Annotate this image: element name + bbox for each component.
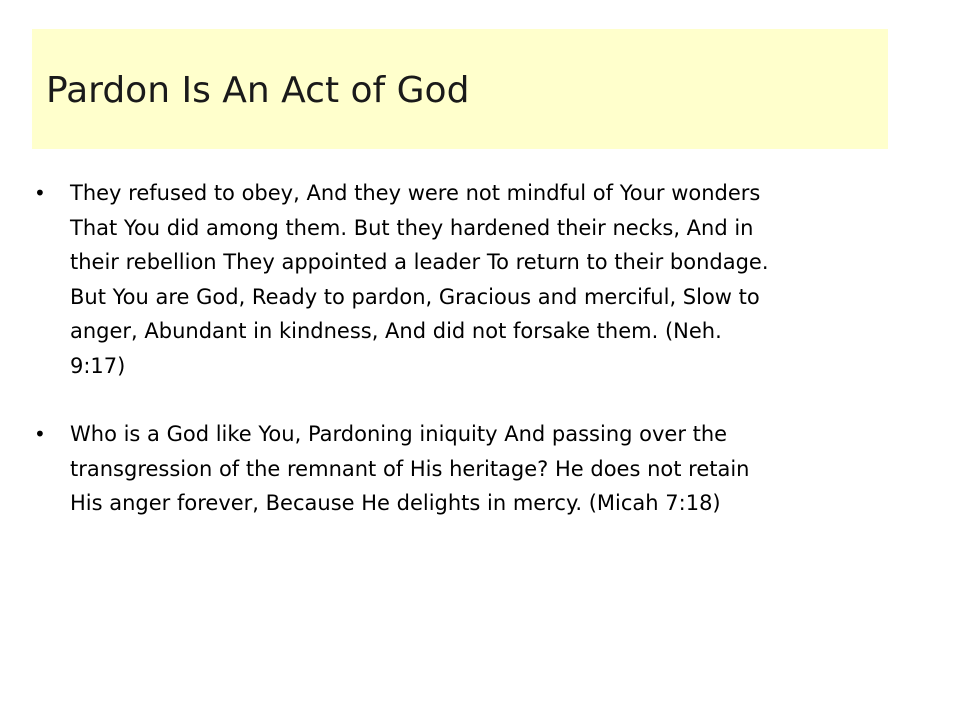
bullet-text: Who is a God like You, Pardoning iniquity And passing over the transgression of the remnant of His heritage? He does not retain His anger forever, Because He delights in mercy. (Micah 7:18) xyxy=(70,422,750,515)
bullet-icon: • xyxy=(34,181,46,205)
bullet-item xyxy=(34,417,774,521)
bullet-list xyxy=(34,176,774,521)
slide-title: Pardon Is An Act of God xyxy=(46,70,470,111)
bullet-item xyxy=(34,176,774,383)
title-band xyxy=(32,29,888,149)
bullet-icon: • xyxy=(34,422,46,446)
bullet-text: They refused to obey, And they were not mindful of Your wonders That You did among them. But they hardened their necks, And in their rebellion They appointed a leader To return to their bondage. But You are God, Ready to pardon, Gracious and merciful, Slow to anger, Abundant in kindness, And did not forsake them. (Neh. 9:17) xyxy=(70,181,769,378)
